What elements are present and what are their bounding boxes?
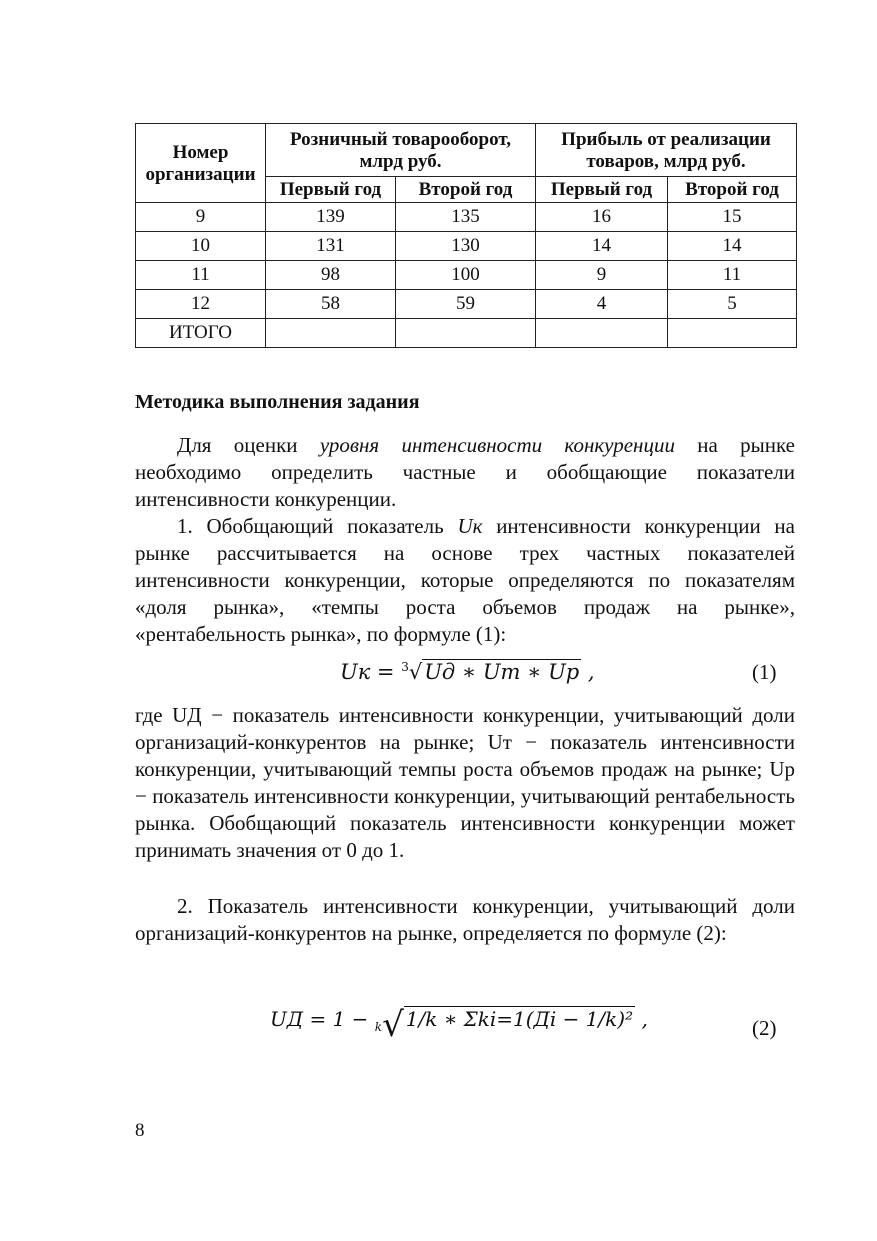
page-number: 8	[135, 1120, 145, 1141]
cell-org: 11	[136, 261, 266, 290]
intro-text-post: на рынке необходимо определить частные и обобщающие показатели интенсивности конкуренции.	[135, 433, 795, 511]
header-retail: Розничный товарооборот, млрд руб.	[266, 124, 536, 177]
cell-retail-year1: 58	[266, 290, 396, 319]
cell-retail-year2: 100	[396, 261, 536, 290]
formula-2-tail: ,	[635, 1007, 648, 1031]
where-paragraph: где UД − показатель интенсивности конкуренции, учитывающий доли организаций-конкурентов на рынке; Uт − показатель интенсивности конкуренции, учитывающий темпы роста объемов продаж на рынке; Uр − показатель интенсивности конкуренции, учитывающий рентабельность рынка. Обобщающий показатель интенсивности конкуренции может принимать значения от 0 до 1.	[135, 703, 795, 862]
item1-text-post: интенсивности конкуренции на рынке рассчитывается на основе трех частных показателей интенсивности конкуренции, которые определяются по показателям «доля рынка», «темпы роста объемов продаж на рынке», «рентабельность рынка», по формуле (1):	[135, 514, 795, 646]
cell-retail-year2: 130	[396, 232, 536, 261]
cell-retail-year1: 139	[266, 203, 396, 232]
item2-paragraph: 2. Показатель интенсивности конкуренции, учитывающий доли организаций-конкурентов на рынке, определяется по формуле (2):	[135, 894, 795, 945]
cell-retail-year2: 135	[396, 203, 536, 232]
formula-2-radicand: 1/k ∗ Σki=1(Дi − 1/k)²	[405, 1007, 634, 1031]
formula-1-number: (1)	[752, 660, 777, 684]
cell-profit-year1: 14	[536, 232, 668, 261]
formula-2: UД = 1 − $_k$√ 1/k ∗ Σki=1(Дi − 1/k)² ,	[270, 1005, 648, 1045]
intro-text-pre: Для оценки	[177, 433, 320, 457]
formula-1-root-index: 3	[401, 660, 409, 674]
formula-2-root-index: k	[374, 1020, 383, 1034]
cell-profit-year1: 4	[536, 290, 668, 319]
cell-total-empty	[668, 319, 797, 348]
cell-profit-year2: 14	[668, 232, 797, 261]
header-org: Номер организации	[136, 124, 266, 203]
section-title: Методика выполнения задания	[135, 391, 420, 413]
table-row	[136, 261, 797, 290]
cell-profit-year2: 15	[668, 203, 797, 232]
formula-2-number: (2)	[752, 1016, 777, 1040]
cell-total-empty	[266, 319, 396, 348]
cell-org: 12	[136, 290, 266, 319]
cell-profit-year1: 16	[536, 203, 668, 232]
formula-1-tail: ,	[581, 660, 595, 684]
formula-2-lhs: UД = 1 −	[270, 1007, 375, 1031]
table-row	[136, 290, 797, 319]
intro-emphasis: уровня интенсивности конкуренции	[319, 433, 675, 457]
header-retail-year1: Первый год	[266, 177, 396, 203]
cell-total-empty	[536, 319, 668, 348]
cell-profit-year1: 9	[536, 261, 668, 290]
formula-1: Uк = $^3$√Uд ∗ Uт ∗ Uр ,	[340, 660, 595, 684]
cell-total-empty	[396, 319, 536, 348]
cell-profit-year2: 5	[668, 290, 797, 319]
table-row	[136, 232, 797, 261]
cell-org: 10	[136, 232, 266, 261]
cell-retail-year1: 98	[266, 261, 396, 290]
header-profit-year1: Первый год	[536, 177, 668, 203]
table-row-total	[136, 319, 797, 348]
cell-org: 9	[136, 203, 266, 232]
item1-paragraph	[135, 513, 795, 648]
item1-text-pre: 1. Обобщающий показатель	[177, 514, 458, 538]
data-table	[135, 123, 797, 348]
formula-1-lhs: Uк =	[340, 660, 402, 684]
header-retail-year2: Второй год	[396, 177, 536, 203]
header-profit-year2: Второй год	[668, 177, 797, 203]
cell-retail-year1: 131	[266, 232, 396, 261]
cell-retail-year2: 59	[396, 290, 536, 319]
table-row	[136, 203, 797, 232]
item1-symbol: Uк	[457, 514, 483, 538]
header-profit: Прибыль от реализации товаров, млрд руб.	[536, 124, 797, 177]
formula-1-radicand: Uд ∗ Uт ∗ Uр	[424, 660, 580, 684]
cell-profit-year2: 11	[668, 261, 797, 290]
cell-total-label: ИТОГО	[136, 319, 266, 348]
intro-paragraph	[135, 432, 795, 513]
